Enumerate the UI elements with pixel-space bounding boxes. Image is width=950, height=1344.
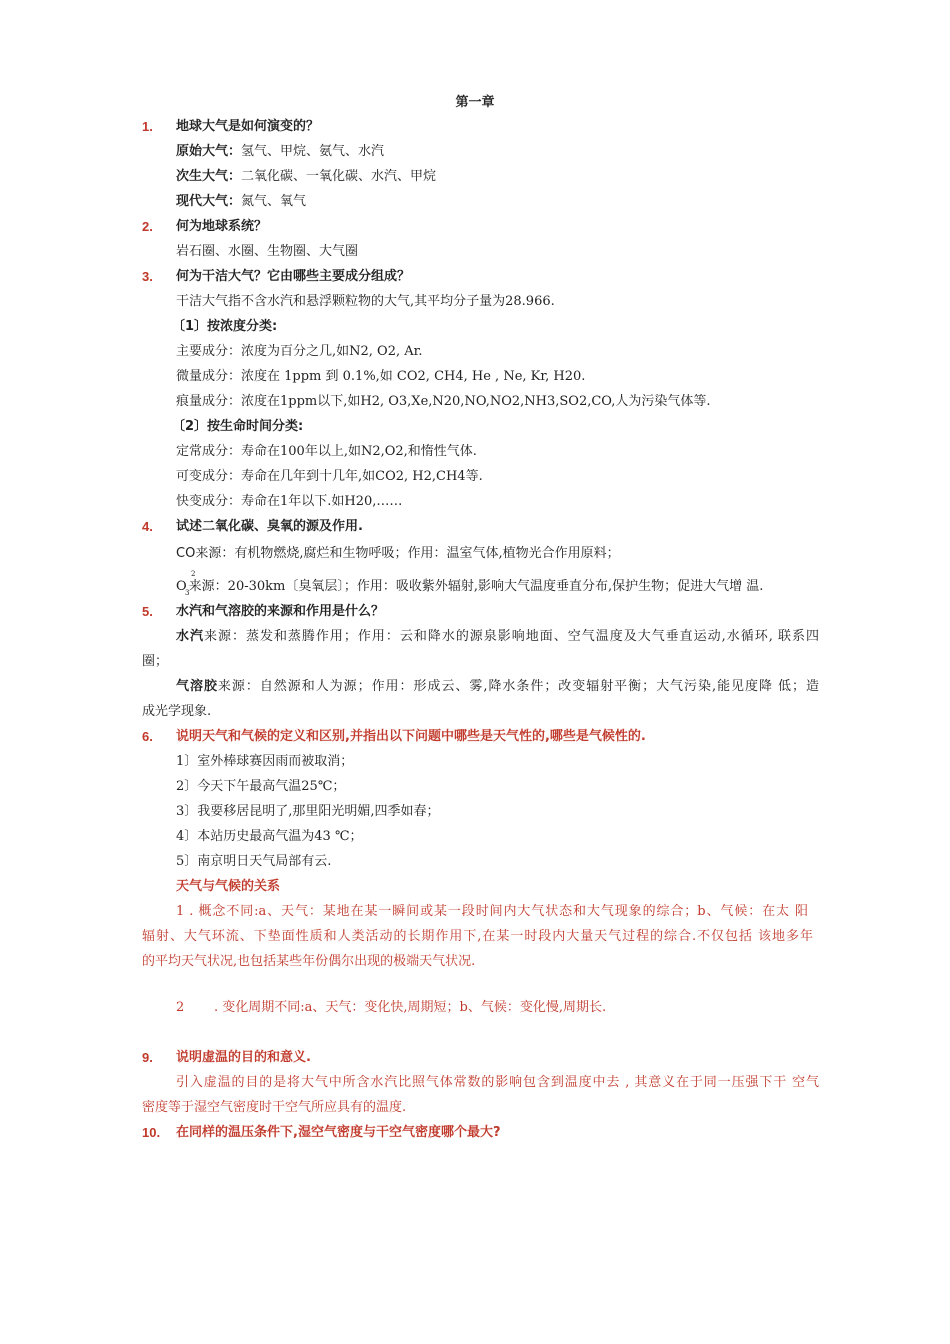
- o3-label: O: [176, 579, 187, 594]
- q6-item-5: 5〕南京明日天气局部有云.: [176, 854, 332, 869]
- q9-answer-line-2: 密度等于湿空气密度时干空气所应具有的温度.: [142, 1100, 407, 1115]
- label-secondary: 次生大气：: [176, 169, 242, 184]
- relation-2-text: . 变化周期不同:a、天气：变化快,周期短；b、气候：变化慢,周期长.: [214, 1000, 607, 1015]
- relation-1-line-3: 的平均天气状况,也包括某些年份偶尔出现的极端天气状况.: [142, 954, 476, 969]
- co2-text: 来源：有机物燃烧,腐烂和生物呼吸；作用：温室气体,植物光合作用原料；: [195, 546, 620, 561]
- question-1-number: 1.: [142, 119, 153, 134]
- q6-item-2: 2〕今天下午最高气温25℃；: [176, 779, 346, 794]
- question-5-number: 5.: [142, 604, 153, 619]
- main-components: 主要成分：浓度为百分之几,如N2, O2, Ar.: [176, 344, 423, 359]
- aerosol-line-2: 成光学现象.: [142, 704, 212, 719]
- question-9-text: 说明虚温的目的和意义.: [176, 1050, 311, 1065]
- question-6-number: 6.: [142, 729, 153, 744]
- co2-source-role: [176, 545, 620, 563]
- vapor-text-1: 来源：蒸发和蒸腾作用；作用：云和降水的源泉影响地面、空气温度及大气垂直运动,水循环, 联系四: [203, 629, 819, 644]
- aerosol-line-1: [176, 678, 819, 696]
- answer-secondary-atmosphere: [176, 168, 436, 186]
- question-3-text: 何为干洁大气？它由哪些主要成分组成？: [176, 269, 411, 284]
- question-4-number: 4.: [142, 519, 153, 534]
- question-2-answer: 岩石圈、水圈、生物圈、大气圈: [176, 244, 359, 259]
- label-modern: 现代大气：: [176, 194, 242, 209]
- value-modern: 氮气、氧气: [241, 194, 307, 209]
- q9-answer-line-1: 引入虚温的目的是将大气中所含水汽比照气体常数的影响包含到温度中去 , 其意义在于同一压强下干 空气: [176, 1075, 819, 1090]
- value-secondary: 二氧化碳、一氧化碳、水汽、甲烷: [241, 169, 437, 184]
- vapor-line-2: 圈；: [142, 654, 169, 669]
- relation-1-line-2: 辐射、大气环流、下垫面性质和人类活动的长期作用下,在某一时段内大量天气过程的综合.不仅包括 该地多年: [142, 929, 813, 944]
- question-4-text: 试述二氧化碳、臭氧的源及作用.: [176, 519, 363, 534]
- question-10-number: 10.: [142, 1125, 161, 1140]
- weather-climate-relation-title: 天气与气候的关系: [176, 879, 281, 894]
- question-9-number: 9.: [142, 1050, 153, 1065]
- vapor-label: 水汽: [176, 629, 204, 644]
- page-title: 第一章: [455, 95, 495, 110]
- constant-components: 定常成分：寿命在100年以上,如N2,O2,和惰性气体.: [176, 444, 477, 459]
- question-3-number: 3.: [142, 269, 153, 284]
- q6-item-1: 1〕室外棒球赛因雨而被取消；: [176, 754, 354, 769]
- value-original: 氢气、甲烷、氨气、水汽: [241, 144, 385, 159]
- answer-original-atmosphere: [176, 143, 384, 161]
- category-by-lifetime: 〔2〕按生命时间分类:: [172, 419, 304, 434]
- aerosol-label: 气溶胶: [176, 679, 218, 694]
- question-2-text: 何为地球系统？: [176, 219, 268, 234]
- question-10-text: 在同样的温压条件下,湿空气密度与干空气密度哪个最大?: [176, 1125, 501, 1140]
- question-5-text: 水汽和气溶胶的来源和作用是什么？: [176, 604, 385, 619]
- q6-item-4: 4〕本站历史最高气温为43 ℃；: [176, 829, 363, 844]
- question-2-number: 2.: [142, 219, 153, 234]
- label-original: 原始大气：: [176, 144, 242, 159]
- micro-components: 微量成分：浓度在 1ppm 到 0.1%,如 CO2, CH4, He , Ne, Kr, H20.: [176, 369, 586, 384]
- question-1-text: 地球大气是如何演变的？: [176, 119, 320, 134]
- answer-modern-atmosphere: [176, 193, 306, 211]
- relation-2-number: 2: [176, 1000, 185, 1015]
- o3-source-role: [176, 578, 763, 596]
- relation-1-line-1: 1 . 概念不同:a、天气：某地在某一瞬间或某一段时间内大气状态和大气现象的综合；b、气候：在太 阳: [176, 904, 808, 919]
- o3-text: 来源：20-30km〔臭氧层〕；作用：吸收紫外辐射,影响大气温度垂直分布,保护生物；促进大气增 温.: [188, 579, 764, 594]
- fast-components: 快变成分：寿命在1年以下.如H20,……: [176, 494, 403, 509]
- question-6-text: 说明天气和气候的定义和区别,并指出以下问题中哪些是天气性的,哪些是气候性的.: [176, 729, 646, 744]
- trace-components: 痕量成分：浓度在1ppm以下,如H2, O3,Xe,N20,NO,NO2,NH3,SO2,CO,人为污染气体等.: [176, 394, 711, 409]
- vapor-line-1: [176, 628, 819, 646]
- variable-components: 可变成分：寿命在几年到十几年,如CO2, H2,CH4等.: [176, 469, 483, 484]
- question-3-answer: 干洁大气指不含水汽和悬浮颗粒物的大气,其平均分子量为28.966.: [176, 294, 555, 309]
- o3-subscript: 3: [185, 589, 190, 597]
- category-by-concentration: 〔1〕按浓度分类:: [172, 319, 278, 334]
- aerosol-text-1: 来源：自然源和人为源；作用：形成云、雾,降水条件；改变辐射平衡；大气污染,能见度降 低；造: [217, 679, 819, 694]
- q6-item-3: 3〕我要移居昆明了,那里阳光明媚,四季如春；: [176, 804, 440, 819]
- co2-label: CO: [176, 546, 196, 561]
- o3-superscript: 2: [191, 570, 196, 578]
